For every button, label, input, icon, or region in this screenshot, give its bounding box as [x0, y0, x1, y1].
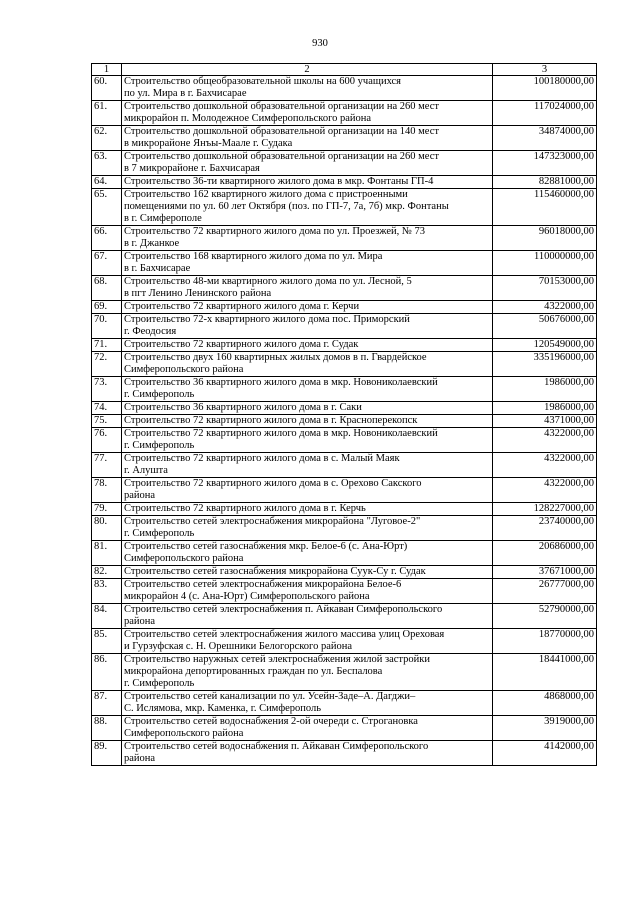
row-amount: 1986000,00 [493, 377, 597, 402]
row-amount: 128227000,00 [493, 503, 597, 516]
row-amount: 20686000,00 [493, 541, 597, 566]
column-header-number: 1 [92, 64, 122, 76]
row-name: Строительство сетей электроснабжения микрорайона Белое-6 микрорайон 4 (с. Ана-Юрт) Симферопольского района [121, 579, 492, 604]
table-row [92, 579, 597, 604]
table-row [92, 604, 597, 629]
row-amount: 1986000,00 [493, 402, 597, 415]
row-name: Строительство двух 160 квартирных жилых домов в п. Гвардейское Симферопольского района [121, 352, 492, 377]
row-amount: 100180000,00 [493, 76, 597, 101]
column-header-amount: 3 [493, 64, 597, 76]
row-amount: 4142000,00 [493, 741, 597, 766]
table-row [92, 176, 597, 189]
row-number: 75. [92, 415, 122, 428]
table-row [92, 226, 597, 251]
table-header-row [92, 64, 597, 76]
table-row [92, 151, 597, 176]
row-number: 63. [92, 151, 122, 176]
row-number: 84. [92, 604, 122, 629]
table-row [92, 566, 597, 579]
row-number: 82. [92, 566, 122, 579]
row-name: Строительство дошкольной образовательной организации на 260 мест микрорайон п. Молодежное Симферопольского района [121, 101, 492, 126]
table-row [92, 428, 597, 453]
table-row [92, 629, 597, 654]
row-amount: 96018000,00 [493, 226, 597, 251]
table-row [92, 251, 597, 276]
row-number: 77. [92, 453, 122, 478]
table-row [92, 415, 597, 428]
row-number: 85. [92, 629, 122, 654]
row-name: Строительство 36-ти квартирного жилого дома в мкр. Фонтаны ГП-4 [121, 176, 492, 189]
row-number: 76. [92, 428, 122, 453]
column-header-name: 2 [121, 64, 492, 76]
budget-table [91, 63, 597, 766]
row-amount: 50676000,00 [493, 314, 597, 339]
row-amount: 147323000,00 [493, 151, 597, 176]
row-number: 62. [92, 126, 122, 151]
row-number: 87. [92, 691, 122, 716]
row-name: Строительство 36 квартирного жилого дома в мкр. Новониколаевский г. Симферополь [121, 377, 492, 402]
table-row [92, 716, 597, 741]
row-amount: 3919000,00 [493, 716, 597, 741]
row-name: Строительство дошкольной образовательной организации на 260 мест в 7 микрорайоне г. Бахчисарая [121, 151, 492, 176]
table-row [92, 339, 597, 352]
row-amount: 23740000,00 [493, 516, 597, 541]
row-number: 86. [92, 654, 122, 691]
table-row [92, 402, 597, 415]
row-name: Строительство 72 квартирного жилого дома в мкр. Новониколаевский г. Симферополь [121, 428, 492, 453]
row-amount: 335196000,00 [493, 352, 597, 377]
row-number: 80. [92, 516, 122, 541]
row-number: 81. [92, 541, 122, 566]
table-row [92, 314, 597, 339]
row-name: Строительство дошкольной образовательной организации на 140 мест в микрорайоне Янъы-Маале г. Судака [121, 126, 492, 151]
row-number: 65. [92, 189, 122, 226]
table-row [92, 101, 597, 126]
row-name: Строительство 72 квартирного жилого дома в с. Малый Маяк г. Алушта [121, 453, 492, 478]
row-number: 64. [92, 176, 122, 189]
row-amount: 110000000,00 [493, 251, 597, 276]
table-row [92, 516, 597, 541]
row-number: 79. [92, 503, 122, 516]
row-name: Строительство сетей электроснабжения п. Айкаван Симферопольского района [121, 604, 492, 629]
row-amount: 82881000,00 [493, 176, 597, 189]
row-name: Строительство 36 квартирного жилого дома в г. Саки [121, 402, 492, 415]
row-amount: 70153000,00 [493, 276, 597, 301]
row-amount: 115460000,00 [493, 189, 597, 226]
row-name: Строительство сетей газоснабжения мкр. Белое-6 (с. Ана-Юрт) Симферопольского района [121, 541, 492, 566]
row-number: 83. [92, 579, 122, 604]
row-name: Строительство 48-ми квартирного жилого дома по ул. Лесной, 5 в пгт Ленино Ленинского района [121, 276, 492, 301]
row-name: Строительство 72 квартирного жилого дома г. Керчи [121, 301, 492, 314]
row-name: Строительство сетей газоснабжения микрорайона Суук-Су г. Судак [121, 566, 492, 579]
row-number: 71. [92, 339, 122, 352]
row-name: Строительство сетей канализации по ул. Усейн-Заде–А. Дагджи– С. Ислямова, мкр. Каменка, г. Симферополь [121, 691, 492, 716]
row-amount: 18770000,00 [493, 629, 597, 654]
row-amount: 4322000,00 [493, 453, 597, 478]
table-row [92, 352, 597, 377]
table-body [92, 76, 597, 766]
row-amount: 120549000,00 [493, 339, 597, 352]
row-name: Строительство 72 квартирного жилого дома г. Судак [121, 339, 492, 352]
row-number: 73. [92, 377, 122, 402]
row-number: 66. [92, 226, 122, 251]
table-row [92, 301, 597, 314]
row-name: Строительство сетей водоснабжения 2-ой очереди с. Строгановка Симферопольского района [121, 716, 492, 741]
row-name: Строительство сетей электроснабжения жилого массива улиц Ореховая и Гурзуфская с. Н. Орешники Белогорского района [121, 629, 492, 654]
row-amount: 26777000,00 [493, 579, 597, 604]
row-name: Строительство 72 квартирного жилого дома в г. Керчь [121, 503, 492, 516]
row-number: 74. [92, 402, 122, 415]
row-number: 67. [92, 251, 122, 276]
row-number: 88. [92, 716, 122, 741]
row-number: 69. [92, 301, 122, 314]
row-amount: 34874000,00 [493, 126, 597, 151]
row-name: Строительство 162 квартирного жилого дома с пристроенными помещениями по ул. 60 лет Октября (поз. по ГП-7, 7а, 7б) мкр. Фонтаны в г. Симферополе [121, 189, 492, 226]
table-row [92, 654, 597, 691]
row-number: 78. [92, 478, 122, 503]
row-name: Строительство общеобразовательной школы на 600 учащихся по ул. Мира в г. Бахчисарае [121, 76, 492, 101]
row-number: 61. [92, 101, 122, 126]
row-amount: 4371000,00 [493, 415, 597, 428]
table-row [92, 276, 597, 301]
row-number: 70. [92, 314, 122, 339]
row-name: Строительство сетей водоснабжения п. Айкаван Симферопольского района [121, 741, 492, 766]
page-number: 930 [312, 38, 328, 49]
row-number: 68. [92, 276, 122, 301]
table-row [92, 503, 597, 516]
table-row [92, 453, 597, 478]
table-row [92, 76, 597, 101]
table-row [92, 741, 597, 766]
table-row [92, 691, 597, 716]
table-row [92, 541, 597, 566]
row-name: Строительство 72 квартирного жилого дома по ул. Проезжей, № 73 в г. Джанкое [121, 226, 492, 251]
table-row [92, 126, 597, 151]
table-row [92, 189, 597, 226]
row-name: Строительство 72-х квартирного жилого дома пос. Приморский г. Феодосия [121, 314, 492, 339]
row-amount: 18441000,00 [493, 654, 597, 691]
row-name: Строительство 72 квартирного жилого дома в с. Орехово Сакского района [121, 478, 492, 503]
row-name: Строительство сетей электроснабжения микрорайона "Луговое-2" г. Симферополь [121, 516, 492, 541]
row-amount: 37671000,00 [493, 566, 597, 579]
row-amount: 52790000,00 [493, 604, 597, 629]
row-amount: 4322000,00 [493, 301, 597, 314]
table-row [92, 377, 597, 402]
row-amount: 4322000,00 [493, 478, 597, 503]
table-row [92, 478, 597, 503]
row-name: Строительство наружных сетей электроснабжения жилой застройки микрорайона депортированных граждан по ул. Беспалова г. Симферополь [121, 654, 492, 691]
row-amount: 117024000,00 [493, 101, 597, 126]
row-number: 60. [92, 76, 122, 101]
row-number: 72. [92, 352, 122, 377]
row-name: Строительство 72 квартирного жилого дома в г. Красноперекопск [121, 415, 492, 428]
row-amount: 4868000,00 [493, 691, 597, 716]
row-name: Строительство 168 квартирного жилого дома по ул. Мира в г. Бахчисарае [121, 251, 492, 276]
row-number: 89. [92, 741, 122, 766]
row-amount: 4322000,00 [493, 428, 597, 453]
